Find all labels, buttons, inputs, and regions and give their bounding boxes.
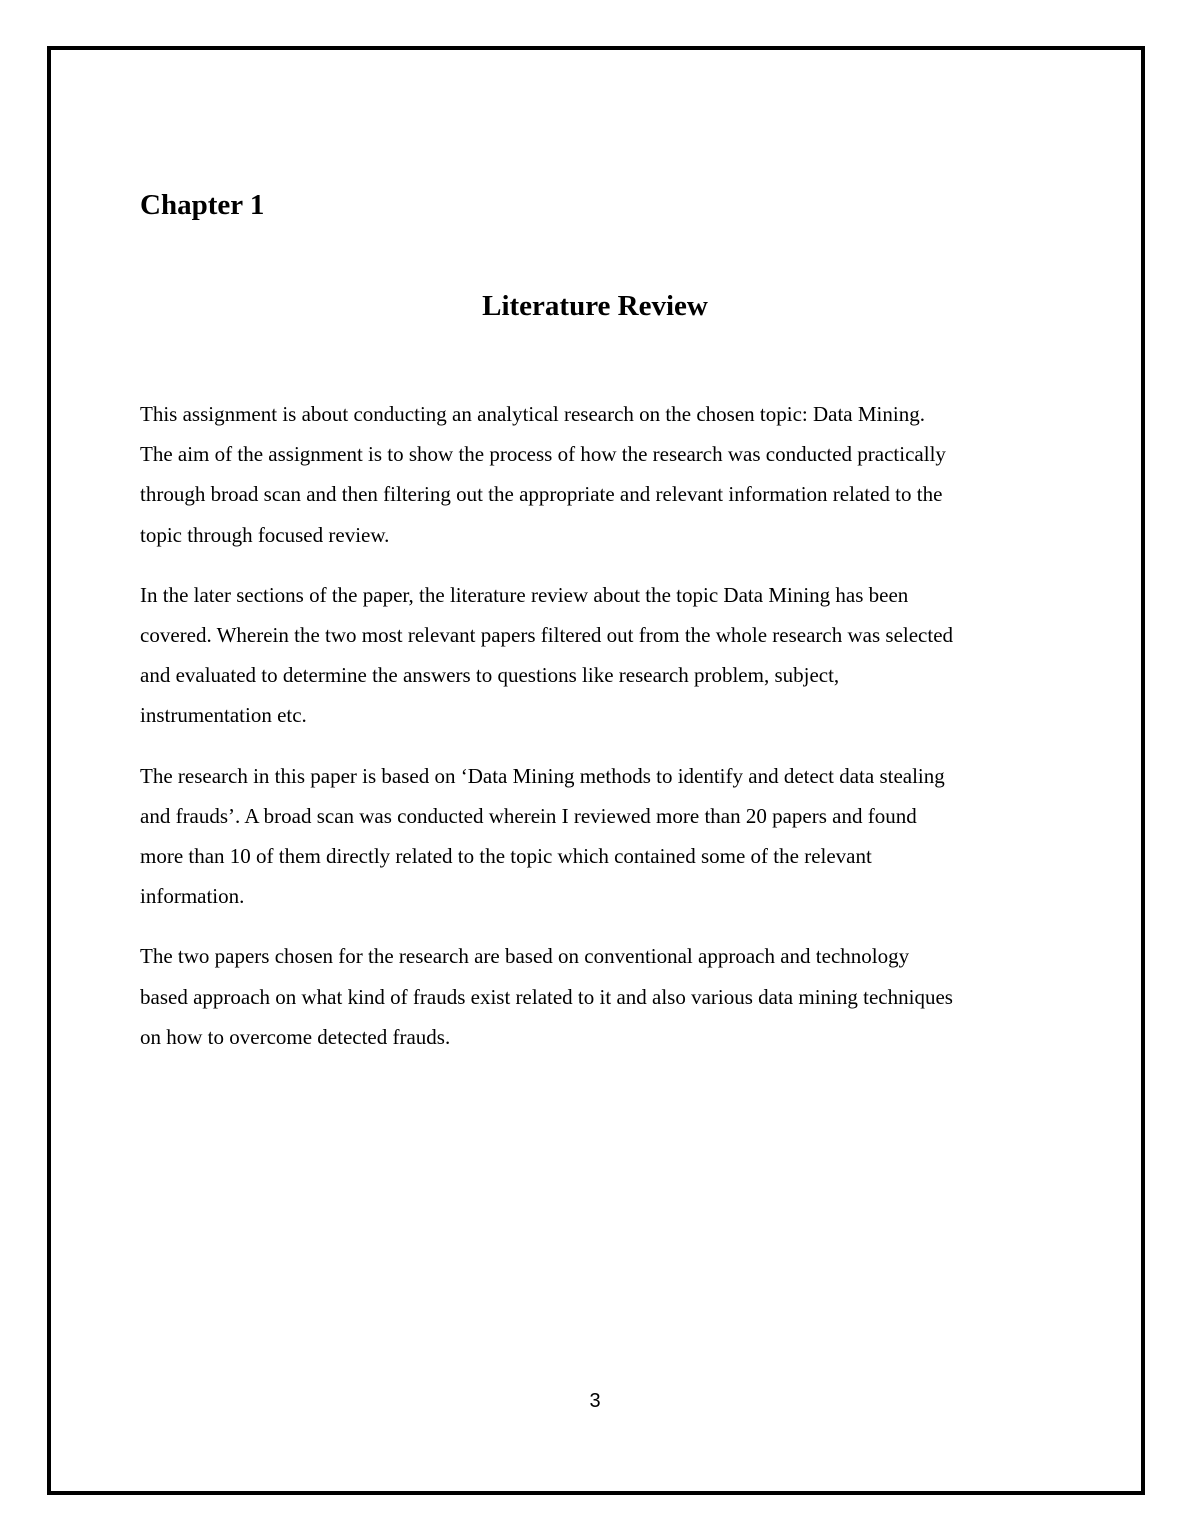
paragraph-line: topic through focused review. [140,522,390,547]
body-text [140,394,1050,1077]
paragraph-line: The research in this paper is based on ‘Data Mining methods to identify and detect data stealing [140,763,945,788]
paragraph-4 [140,936,1050,1057]
page-number: 3 [589,1390,601,1412]
paragraph-line: more than 10 of them directly related to the topic which contained some of the relevant [140,844,872,869]
paragraph-line: In the later sections of the paper, the literature review about the topic Data Mining has been [140,582,909,607]
paragraph-line: information. [140,884,245,909]
paragraph-line: and frauds’. A broad scan was conducted wherein I reviewed more than 20 papers and found [140,803,917,828]
paragraph-line: and evaluated to determine the answers to questions like research problem, subject, [140,663,840,688]
section-title: Literature Review [482,290,708,322]
paragraph-line: based approach on what kind of frauds exist related to it and also various data mining techniques [140,984,953,1009]
paragraph-line: The two papers chosen for the research are based on conventional approach and technology [140,944,910,969]
chapter-title: Chapter 1 [140,189,265,221]
paragraph-line: through broad scan and then filtering out the appropriate and relevant information related to the [140,482,943,507]
paragraph-line: covered. Wherein the two most relevant papers filtered out from the whole research was selected [140,623,954,648]
paragraph-line: instrumentation etc. [140,703,307,728]
paragraph-1 [140,394,1050,555]
paragraph-line: The aim of the assignment is to show the process of how the research was conducted practically [140,442,946,467]
paragraph-line: This assignment is about conducting an analytical research on the chosen topic: Data Mining. [140,402,925,426]
paragraph-line: on how to overcome detected frauds. [140,1024,451,1049]
paragraph-2 [140,575,1050,736]
paragraph-3 [140,756,1050,917]
